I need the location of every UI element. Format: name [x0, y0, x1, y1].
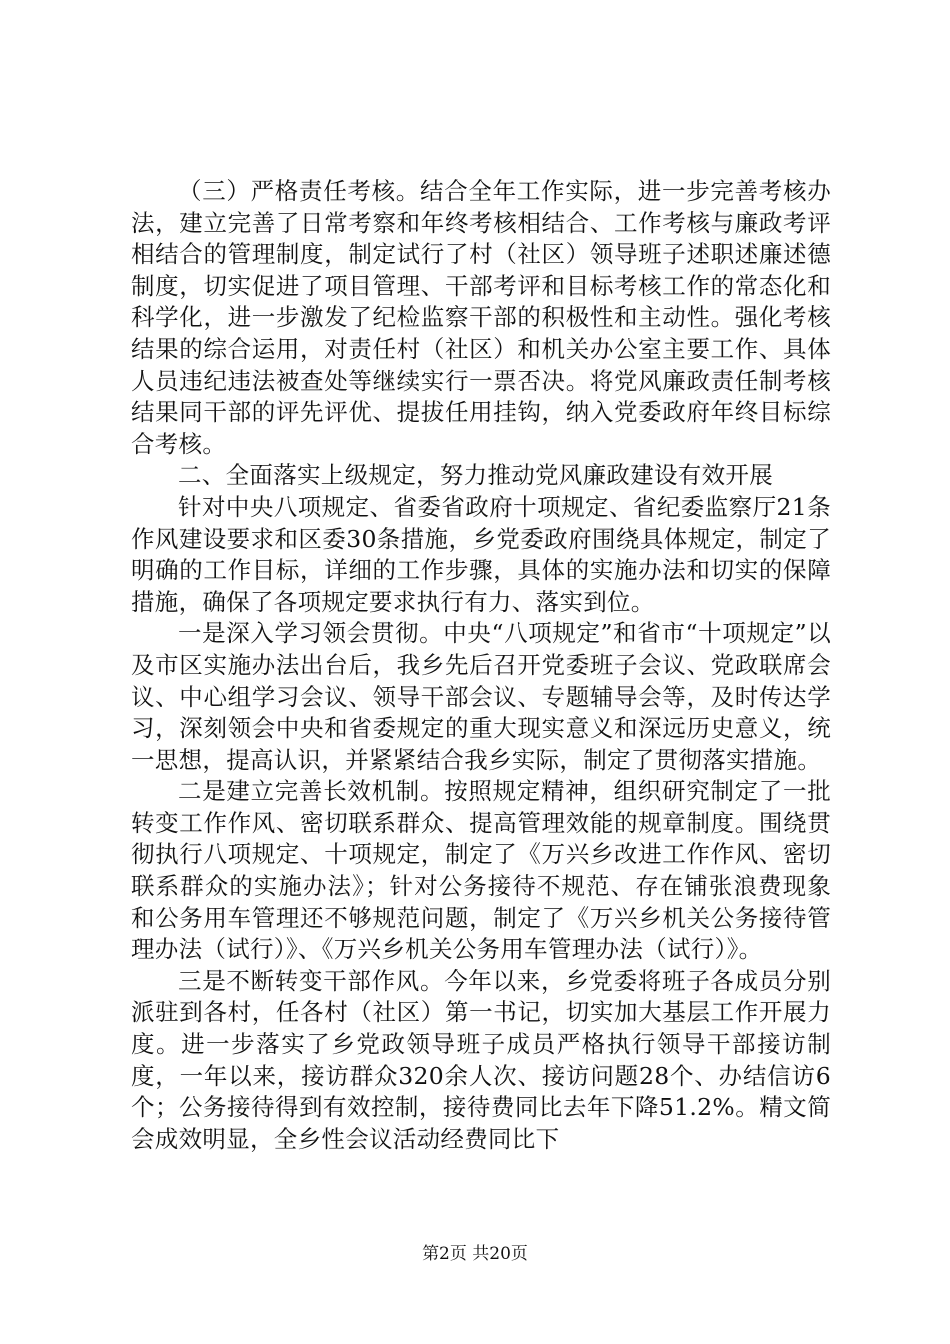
page-number-footer: 第2页 共20页 [422, 1244, 528, 1264]
section-heading-two: 二、全面落实上级规定，努力推动党风廉政建设有效开展 [178, 461, 773, 490]
document-body [131, 176, 831, 1155]
paragraph-long-term-mechanism: 二是建立完善长效机制。按照规定精神，组织研究制定了一批转变工作作风、密切联系群众、提高管理效能的规章制度。围绕贯彻执行八项规定、十项规定，制定了《万兴乡改进工作作风、密切联系群众的实施办法》；针对公务接待不规范、存在铺张浪费现象和公务用车管理还不够规范问题，制定了《万兴乡机关公务接待管理办法（试行）》、《万兴乡机关公务用车管理办法（试行）》。 [131, 777, 831, 964]
paragraph-cadre-style: 三是不断转变干部作风。今年以来，乡党委将班子各成员分别派驻到各村，任各村（社区）第一书记，切实加大基层工作开展力度。进一步落实了乡党政领导班子成员严格执行领导干部接访制度，一年以来，接访群众320余人次、接访问题28个、办结信访6个；公务接待得到有效控制，接待费同比去年下降51.2%。精文简会成效明显，全乡性会议活动经费同比下 [131, 966, 831, 1153]
paragraph-study-implement: 一是深入学习领会贯彻。中央“八项规定”和省市“十项规定”以及市区实施办法出台后，我乡先后召开党委班子会议、党政联席会议、中心组学习会议、领导干部会议、专题辅导会等，及时传达学习，深刻领会中央和省委规定的重大现实意义和深远历史意义，统一思想，提高认识，并紧紧结合我乡实际，制定了贯彻落实措施。 [131, 619, 831, 774]
paragraph-strict-assessment: （三）严格责任考核。结合全年工作实际，进一步完善考核办法，建立完善了日常考察和年终考核相结合、工作考核与廉政考评相结合的管理制度，制定试行了村（社区）领导班子述职述廉述德制度，切实促进了项目管理、干部考评和目标考核工作的常态化和科学化，进一步激发了纪检监察干部的积极性和主动性。强化考核结果的综合运用，对责任村（社区）和机关办公室主要工作、具体人员违纪违法被查处等继续实行一票否决。将党风廉政责任制考核结果同干部的评先评优、提拔任用挂钩，纳入党委政府年终目标综合考核。 [131, 177, 831, 458]
paragraph-central-regulations: 针对中央八项规定、省委省政府十项规定、省纪委监察厅21条作风建设要求和区委30条措施，乡党委政府围绕具体规定，制定了明确的工作目标，详细的工作步骤，具体的实施办法和切实的保障措施，确保了各项规定要求执行有力、落实到位。 [131, 492, 831, 616]
